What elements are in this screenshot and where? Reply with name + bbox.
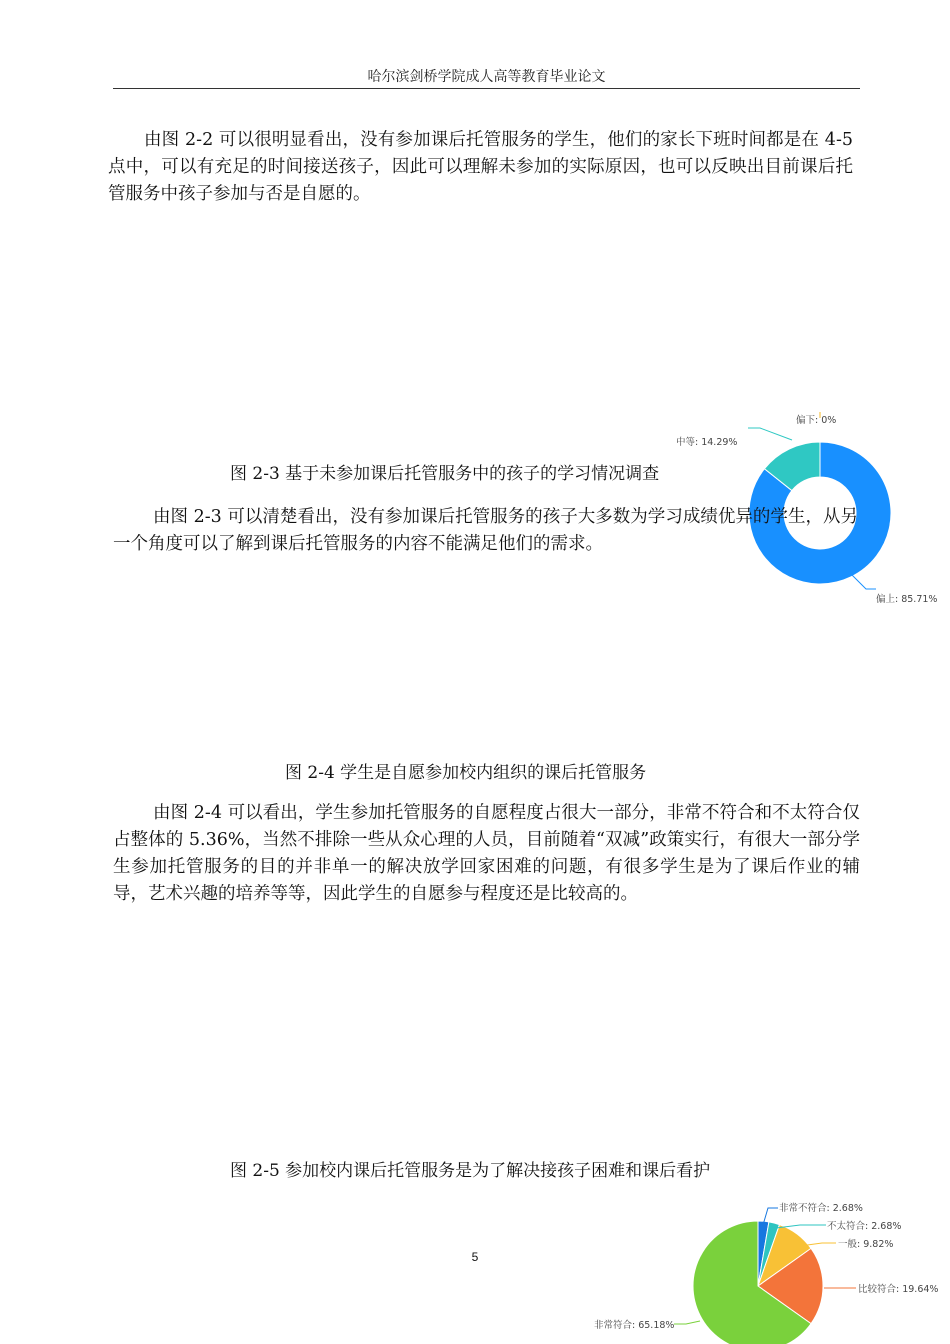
chart-fig-2-4-slices: [693, 1221, 823, 1344]
label-fit: 比较符合: 19.64%: [858, 1284, 939, 1295]
header-rule: [113, 88, 860, 89]
label-very-unfit: 非常不符合: 2.68%: [779, 1203, 863, 1214]
leader-line-very-fit: [674, 1321, 700, 1324]
label-not-fit: 不太符合: 2.68%: [827, 1221, 902, 1232]
label-upper: 偏上: 85.71%: [876, 594, 938, 605]
paragraph-fig-2-3: 由图 2-3 可以清楚看出，没有参加课后托管服务的孩子大多数为学习成绩优异的学生，从另一个角度可以了解到课后托管服务的内容不能满足他们的需求。: [113, 507, 858, 554]
caption-fig-2-5: 图 2-5 参加校内课后托管服务是为了解决接孩子困难和课后看护: [230, 1161, 711, 1181]
chart-fig-2-5: [280, 920, 710, 1100]
running-header: 哈尔滨剑桥学院成人高等教育毕业论文: [367, 69, 606, 85]
label-lower: 偏下: 0%: [796, 415, 837, 426]
leader-line-middle: [748, 428, 792, 440]
caption-fig-2-3: 图 2-3 基于未参加课后托管服务中的孩子的学习情况调查: [230, 464, 660, 484]
label-normal: 一般: 9.82%: [838, 1239, 894, 1250]
caption-fig-2-4: 图 2-4 学生是自愿参加校内组织的课后托管服务: [285, 763, 647, 783]
paragraph-fig-2-2: 由图 2-2 可以很明显看出，没有参加课后托管服务的学生，他们的家长下班时间都是在 4-5 点中，可以有充足的时间接送孩子，因此可以理解未参加的实际原因，也可以反映出目前课后托管服务中孩子参加与否是自愿的。: [108, 130, 853, 204]
paragraph-fig-2-4: 由图 2-4 可以看出，学生参加托管服务的自愿程度占很大一部分，非常不符合和不太符合仅占整体的 5.36%，当然不排除一些从众心理的人员，目前随着“双减”政策实行，有很大一部分学生参加托管服务的目的并非单一的解决放学回家困难的问题，有很多学生是为了课后作业的辅导，艺术兴趣的培养等等，因此学生的自愿参与程度还是比较高的。: [113, 803, 860, 904]
page-number: 5: [471, 1250, 479, 1264]
label-very-fit: 非常符合: 65.18%: [594, 1320, 675, 1331]
label-middle: 中等: 14.29%: [676, 437, 738, 448]
